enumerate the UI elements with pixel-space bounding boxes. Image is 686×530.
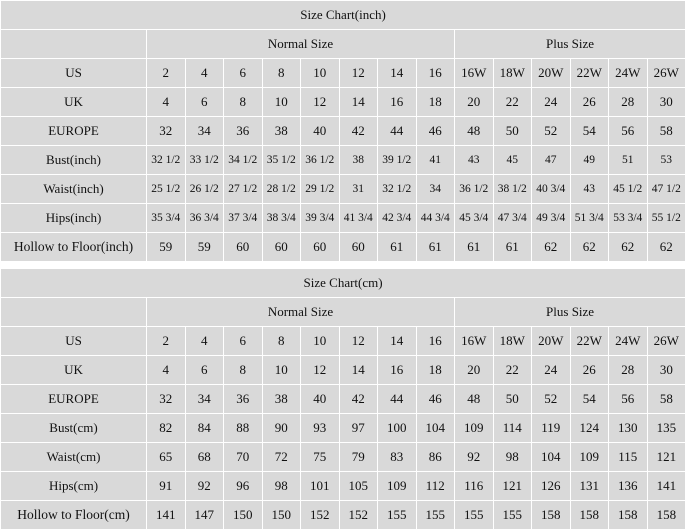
table-row: [1, 385, 686, 414]
cell: 25 1/2: [147, 175, 186, 204]
cell: 2: [147, 327, 186, 356]
cell: 49: [570, 146, 609, 175]
cell: 121: [493, 472, 532, 501]
cell: 50: [493, 385, 532, 414]
cell: 131: [570, 472, 609, 501]
cell: 26W: [647, 327, 686, 356]
cell: 12: [339, 327, 378, 356]
cell: 22W: [570, 327, 609, 356]
cell: 6: [224, 327, 263, 356]
cell: 147: [185, 501, 224, 530]
cell: 4: [147, 88, 186, 117]
row-label: Waist(cm): [1, 443, 147, 472]
cell: 40: [301, 117, 340, 146]
cell: 61: [378, 233, 417, 262]
cell: 45 1/2: [609, 175, 648, 204]
cell: 20W: [532, 327, 571, 356]
table-row: [1, 175, 686, 204]
cell: 14: [339, 356, 378, 385]
cell: 96: [224, 472, 263, 501]
cell: 12: [301, 356, 340, 385]
cell: 91: [147, 472, 186, 501]
cell: 109: [378, 472, 417, 501]
cell: 65: [147, 443, 186, 472]
cell: 51: [609, 146, 648, 175]
row-label: Hips(cm): [1, 472, 147, 501]
cell: 152: [339, 501, 378, 530]
cell: 58: [647, 385, 686, 414]
cell: 75: [301, 443, 340, 472]
group-normal-size: Normal Size: [147, 30, 455, 59]
cell: 14: [339, 88, 378, 117]
cell: 30: [647, 356, 686, 385]
cell: 72: [262, 443, 301, 472]
chart-title-row: [1, 269, 686, 298]
cell: 38: [262, 385, 301, 414]
cell: 130: [609, 414, 648, 443]
cell: 24W: [609, 327, 648, 356]
cell: 86: [416, 443, 455, 472]
cell: 104: [532, 443, 571, 472]
cell: 32: [147, 117, 186, 146]
cell: 53: [647, 146, 686, 175]
cell: 50: [493, 117, 532, 146]
cell: 16: [416, 59, 455, 88]
cell: 32 1/2: [378, 175, 417, 204]
cell: 42: [339, 385, 378, 414]
cell: 158: [570, 501, 609, 530]
cell: 34: [185, 117, 224, 146]
cell: 2: [147, 59, 186, 88]
cell: 58: [647, 117, 686, 146]
cell: 104: [416, 414, 455, 443]
cell: 36: [224, 117, 263, 146]
cell: 36 3/4: [185, 204, 224, 233]
cell: 115: [609, 443, 648, 472]
cell: 60: [301, 233, 340, 262]
table-row: [1, 233, 686, 262]
cell: 45 3/4: [455, 204, 494, 233]
cell: 38 3/4: [262, 204, 301, 233]
cell: 155: [455, 501, 494, 530]
cell: 44: [378, 385, 417, 414]
cell: 16: [378, 88, 417, 117]
cell: 22W: [570, 59, 609, 88]
cell: 90: [262, 414, 301, 443]
cell: 12: [301, 88, 340, 117]
cell: 48: [455, 117, 494, 146]
chart-title: Size Chart(inch): [1, 1, 686, 30]
cell: 20: [455, 88, 494, 117]
cell: 62: [570, 233, 609, 262]
cell: 48: [455, 385, 494, 414]
cell: 34: [416, 175, 455, 204]
cell: 62: [647, 233, 686, 262]
cell: 92: [455, 443, 494, 472]
cell: 16W: [455, 327, 494, 356]
table-row: [1, 443, 686, 472]
group-header-row: [1, 30, 686, 59]
cell: 121: [647, 443, 686, 472]
cell: 60: [262, 233, 301, 262]
row-label: Bust(cm): [1, 414, 147, 443]
cell: 42 3/4: [378, 204, 417, 233]
cell: 22: [493, 88, 532, 117]
table-row: [1, 146, 686, 175]
size-chart-cm: [0, 268, 686, 530]
cell: 136: [609, 472, 648, 501]
cell: 30: [647, 88, 686, 117]
cell: 18W: [493, 327, 532, 356]
chart-title: Size Chart(cm): [1, 269, 686, 298]
cell: 93: [301, 414, 340, 443]
cell: 47: [532, 146, 571, 175]
cell: 34: [185, 385, 224, 414]
table-row: [1, 472, 686, 501]
cell: 8: [224, 356, 263, 385]
row-label: EUROPE: [1, 117, 147, 146]
cell: 10: [301, 59, 340, 88]
row-label: Waist(inch): [1, 175, 147, 204]
cell: 10: [262, 356, 301, 385]
cell: 43: [570, 175, 609, 204]
cell: 16W: [455, 59, 494, 88]
cell: 35 1/2: [262, 146, 301, 175]
cell: 79: [339, 443, 378, 472]
cell: 70: [224, 443, 263, 472]
cell: 114: [493, 414, 532, 443]
cell: 47 3/4: [493, 204, 532, 233]
row-label: EUROPE: [1, 385, 147, 414]
cell: 52: [532, 117, 571, 146]
group-header-corner: [1, 30, 147, 59]
cell: 6: [185, 88, 224, 117]
cell: 32 1/2: [147, 146, 186, 175]
cell: 83: [378, 443, 417, 472]
cell: 38: [262, 117, 301, 146]
row-label: Hollow to Floor(inch): [1, 233, 147, 262]
table-row: [1, 88, 686, 117]
table-row: [1, 414, 686, 443]
cell: 158: [532, 501, 571, 530]
cell: 32: [147, 385, 186, 414]
cell: 20: [455, 356, 494, 385]
cell: 26 1/2: [185, 175, 224, 204]
cell: 18W: [493, 59, 532, 88]
cell: 40 3/4: [532, 175, 571, 204]
cell: 20W: [532, 59, 571, 88]
cell: 158: [609, 501, 648, 530]
cell: 28: [609, 88, 648, 117]
cell: 109: [455, 414, 494, 443]
cell: 152: [301, 501, 340, 530]
cell: 40: [301, 385, 340, 414]
cell: 52: [532, 385, 571, 414]
cell: 84: [185, 414, 224, 443]
cell: 61: [455, 233, 494, 262]
cell: 28: [609, 356, 648, 385]
cell: 59: [185, 233, 224, 262]
group-plus-size: Plus Size: [455, 30, 686, 59]
cell: 45: [493, 146, 532, 175]
cell: 41 3/4: [339, 204, 378, 233]
cell: 62: [609, 233, 648, 262]
cell: 24W: [609, 59, 648, 88]
cell: 155: [416, 501, 455, 530]
cell: 36 1/2: [301, 146, 340, 175]
cell: 109: [570, 443, 609, 472]
table-row: [1, 59, 686, 88]
cell: 16: [416, 327, 455, 356]
cell: 56: [609, 117, 648, 146]
cell: 53 3/4: [609, 204, 648, 233]
cell: 155: [493, 501, 532, 530]
cell: 22: [493, 356, 532, 385]
group-header-corner: [1, 298, 147, 327]
cell: 49 3/4: [532, 204, 571, 233]
cell: 8: [262, 327, 301, 356]
cell: 60: [224, 233, 263, 262]
cell: 112: [416, 472, 455, 501]
cell: 39 3/4: [301, 204, 340, 233]
cell: 36: [224, 385, 263, 414]
cell: 43: [455, 146, 494, 175]
cell: 62: [532, 233, 571, 262]
cell: 150: [262, 501, 301, 530]
cell: 24: [532, 88, 571, 117]
cell: 59: [147, 233, 186, 262]
cell: 68: [185, 443, 224, 472]
cell: 41: [416, 146, 455, 175]
cell: 92: [185, 472, 224, 501]
row-label: Hollow to Floor(cm): [1, 501, 147, 530]
cell: 39 1/2: [378, 146, 417, 175]
cell: 46: [416, 117, 455, 146]
cell: 28 1/2: [262, 175, 301, 204]
cell: 60: [339, 233, 378, 262]
cell: 54: [570, 385, 609, 414]
cell: 158: [647, 501, 686, 530]
cell: 82: [147, 414, 186, 443]
size-chart-inch: [0, 0, 686, 262]
row-label: UK: [1, 88, 147, 117]
row-label: Bust(inch): [1, 146, 147, 175]
table-row: [1, 501, 686, 530]
table-row: [1, 204, 686, 233]
cell: 37 3/4: [224, 204, 263, 233]
cell: 4: [185, 327, 224, 356]
cell: 14: [378, 327, 417, 356]
row-label: US: [1, 327, 147, 356]
group-header-row: [1, 298, 686, 327]
cell: 44: [378, 117, 417, 146]
cell: 61: [416, 233, 455, 262]
cell: 42: [339, 117, 378, 146]
cell: 98: [262, 472, 301, 501]
cell: 46: [416, 385, 455, 414]
cell: 34 1/2: [224, 146, 263, 175]
cell: 4: [147, 356, 186, 385]
cell: 135: [647, 414, 686, 443]
cell: 18: [416, 356, 455, 385]
cell: 26: [570, 356, 609, 385]
cell: 141: [647, 472, 686, 501]
cell: 119: [532, 414, 571, 443]
cell: 26: [570, 88, 609, 117]
cell: 98: [493, 443, 532, 472]
cell: 16: [378, 356, 417, 385]
cell: 14: [378, 59, 417, 88]
cell: 6: [224, 59, 263, 88]
cell: 8: [224, 88, 263, 117]
cell: 101: [301, 472, 340, 501]
group-plus-size: Plus Size: [455, 298, 686, 327]
cell: 55 1/2: [647, 204, 686, 233]
cell: 54: [570, 117, 609, 146]
cell: 126: [532, 472, 571, 501]
cell: 124: [570, 414, 609, 443]
cell: 61: [493, 233, 532, 262]
cell: 10: [301, 327, 340, 356]
cell: 100: [378, 414, 417, 443]
cell: 10: [262, 88, 301, 117]
cell: 38: [339, 146, 378, 175]
cell: 29 1/2: [301, 175, 340, 204]
cell: 26W: [647, 59, 686, 88]
cell: 47 1/2: [647, 175, 686, 204]
cell: 141: [147, 501, 186, 530]
table-row: [1, 117, 686, 146]
chart-title-row: [1, 1, 686, 30]
cell: 27 1/2: [224, 175, 263, 204]
cell: 56: [609, 385, 648, 414]
cell: 97: [339, 414, 378, 443]
cell: 31: [339, 175, 378, 204]
cell: 24: [532, 356, 571, 385]
cell: 35 3/4: [147, 204, 186, 233]
cell: 4: [185, 59, 224, 88]
group-normal-size: Normal Size: [147, 298, 455, 327]
cell: 155: [378, 501, 417, 530]
row-label: Hips(inch): [1, 204, 147, 233]
cell: 150: [224, 501, 263, 530]
cell: 36 1/2: [455, 175, 494, 204]
cell: 51 3/4: [570, 204, 609, 233]
row-label: US: [1, 59, 147, 88]
table-row: [1, 327, 686, 356]
cell: 6: [185, 356, 224, 385]
cell: 38 1/2: [493, 175, 532, 204]
cell: 12: [339, 59, 378, 88]
table-row: [1, 356, 686, 385]
cell: 88: [224, 414, 263, 443]
cell: 44 3/4: [416, 204, 455, 233]
cell: 18: [416, 88, 455, 117]
cell: 116: [455, 472, 494, 501]
cell: 105: [339, 472, 378, 501]
row-label: UK: [1, 356, 147, 385]
cell: 33 1/2: [185, 146, 224, 175]
cell: 8: [262, 59, 301, 88]
